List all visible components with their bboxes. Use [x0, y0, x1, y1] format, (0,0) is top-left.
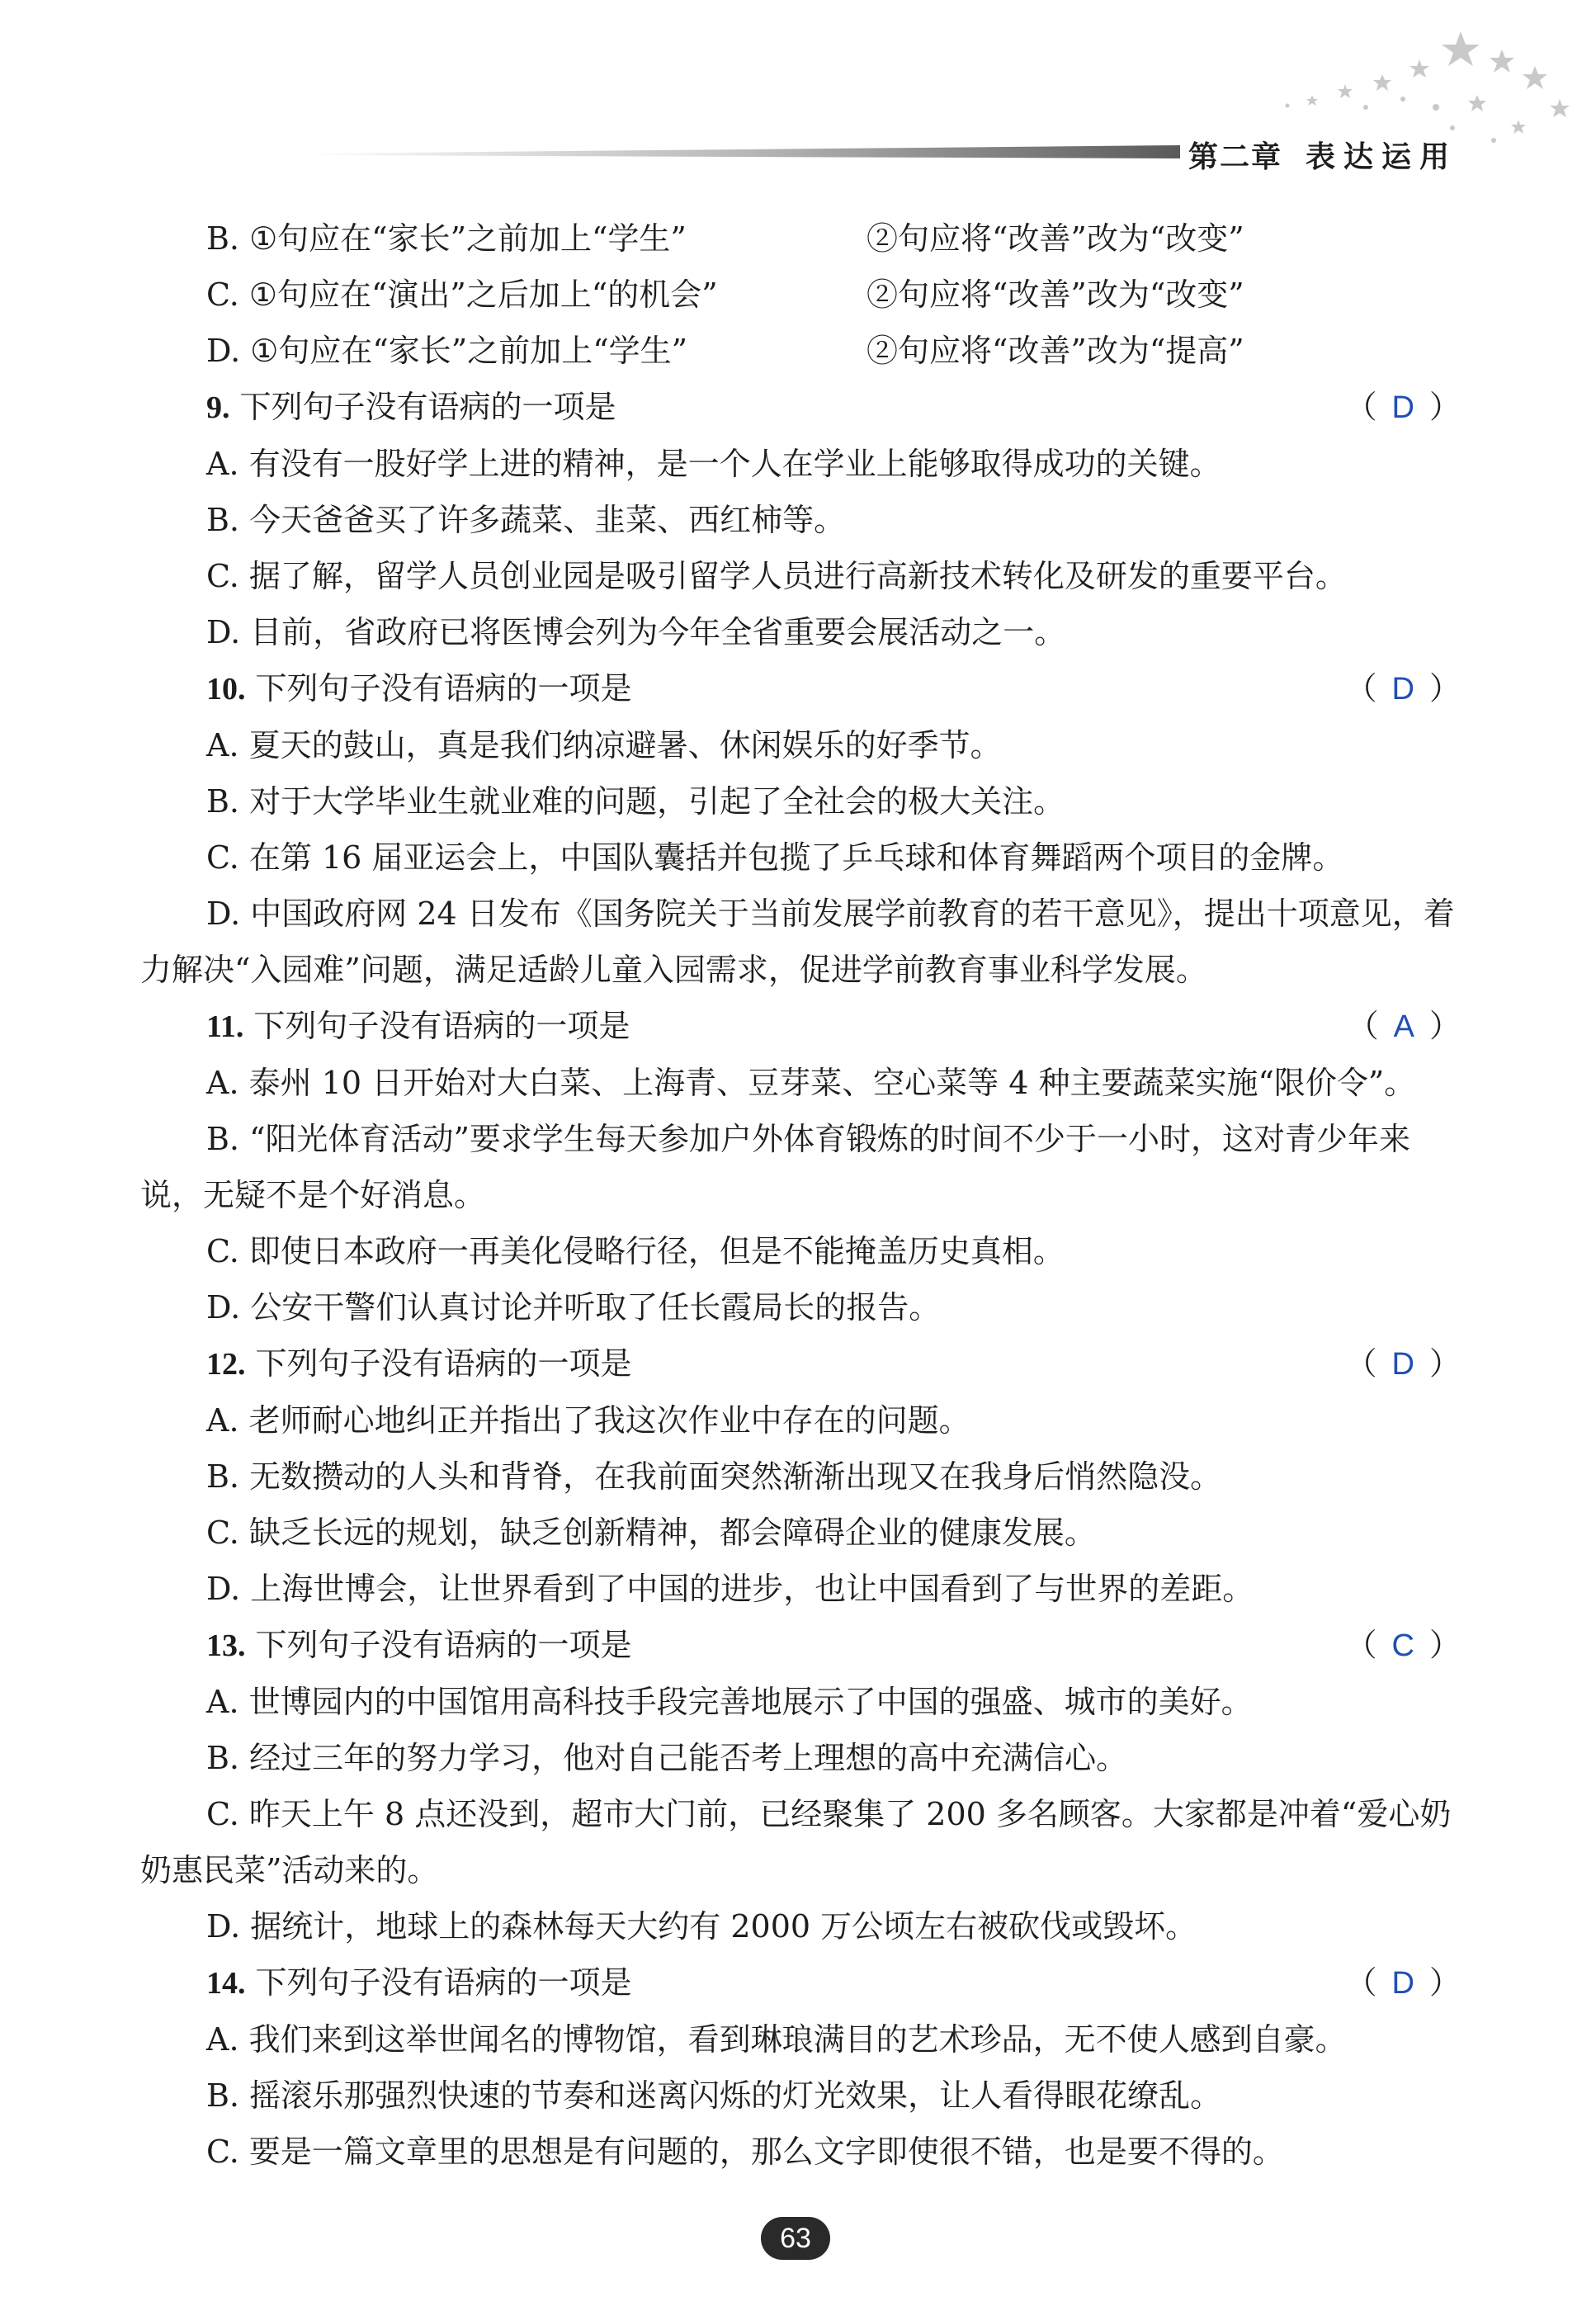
- option-line: B. 摇滚乐那强烈快速的节奏和迷离闪烁的灯光效果，让人看得眼花缭乱。: [206, 2077, 1222, 2114]
- option-a-text: D. ①句应在“家长”之前加上“学生”: [206, 333, 688, 369]
- option-line: B. 经过三年的努力学习，他对自己能否考上理想的高中充满信心。: [206, 1740, 1128, 1776]
- chapter-number: 第二章: [1188, 139, 1283, 174]
- option-line: A. 世博园内的中国馆用高科技手段完善地展示了中国的强盛、城市的美好。: [206, 1684, 1253, 1720]
- answer-bracket: （ A ）: [1347, 1008, 1461, 1044]
- question-text: 下列句子没有语病的一项是: [255, 1964, 632, 2001]
- option-a-text: C. ①句应在“演出”之后加上“的机会”: [206, 276, 718, 313]
- option-line: D. 上海世博会，让世界看到了中国的进步，也让中国看到了与世界的差距。: [206, 1571, 1254, 1607]
- option-line: A. 有没有一股好学上进的精神，是一个人在学业上能够取得成功的关键。: [206, 446, 1221, 482]
- option-line: [140, 210, 1461, 267]
- question-stem: [140, 1335, 1461, 1392]
- chapter-title: 表达运用: [1306, 139, 1458, 174]
- answer-letter: D: [1391, 672, 1414, 707]
- option-line: C. 缺乏长远的规划，缺乏创新精神，都会障碍企业的健康发展。: [206, 1515, 1096, 1551]
- question-text: 下列句子没有语病的一项是: [255, 670, 632, 707]
- answer-bracket: （ D ）: [1345, 1345, 1461, 1382]
- question-text: 下列句子没有语病的一项是: [253, 1008, 630, 1044]
- question-number: 13.: [206, 1628, 246, 1663]
- question-number: 10.: [206, 672, 246, 707]
- option-line: C. 据了解，留学人员创业园是吸引留学人员进行高新技术转化及研发的重要平台。: [206, 558, 1347, 594]
- option-line: D. 目前，省政府已将医博会列为今年全省重要会展活动之一。: [206, 614, 1066, 650]
- option-line: A. 老师耐心地纠正并指出了我这次作业中存在的问题。: [206, 1402, 970, 1439]
- option-line: [140, 267, 1461, 323]
- question-text: 下列句子没有语病的一项是: [239, 389, 616, 425]
- question-stem: [140, 1954, 1461, 2011]
- option-line: C. 在第 16 届亚运会上，中国队囊括并包揽了乒乓球和体育舞蹈两个项目的金牌。: [206, 839, 1344, 876]
- question-list: [140, 210, 1461, 2180]
- option-b-text: ②句应将“改善”改为“改变”: [866, 220, 1244, 257]
- option-b-text: ②句应将“改善”改为“改变”: [866, 276, 1244, 313]
- option-line: C. 要是一篇文章里的思想是有问题的，那么文字即使很不错，也是要不得的。: [206, 2134, 1284, 2170]
- option-line: C. 即使日本政府一再美化侵略行径，但是不能掩盖历史真相。: [206, 1233, 1065, 1269]
- option-line: D. 公安干警们认真讨论并听取了任长霞局长的报告。: [206, 1289, 941, 1326]
- option-line-continued: 力解决“入园难”问题，满足适龄儿童入园需求，促进学前教育事业科学发展。: [140, 952, 1207, 988]
- option-line: B. “阳光体育活动”要求学生每天参加户外体育锻炼的时间不少于一小时，这对青少年来: [206, 1121, 1410, 1157]
- answer-bracket: （ D ）: [1345, 670, 1461, 707]
- option-a-text: B. ①句应在“家长”之前加上“学生”: [206, 220, 687, 257]
- question-number: 14.: [206, 1966, 246, 2001]
- question-text: 下列句子没有语病的一项是: [255, 1345, 632, 1382]
- option-line: B. 对于大学毕业生就业难的问题，引起了全社会的极大关注。: [206, 783, 1065, 820]
- option-line: B. 今天爸爸买了许多蔬菜、韭菜、西红柿等。: [206, 502, 846, 538]
- answer-letter: A: [1393, 1009, 1414, 1044]
- question-number: 11.: [206, 1009, 244, 1044]
- question-stem: [140, 998, 1461, 1055]
- option-line: C. 昨天上午 8 点还没到，超市大门前，已经聚集了 200 多名顾客。大家都是冲着“爱心奶: [206, 1796, 1452, 1832]
- option-line: A. 我们来到这举世闻名的博物馆，看到琳琅满目的艺术珍品，无不使人感到自豪。: [206, 2021, 1347, 2058]
- option-line: A. 夏天的鼓山，真是我们纳凉避暑、休闲娱乐的好季节。: [206, 727, 1002, 763]
- question-stem: [140, 660, 1461, 717]
- option-line-continued: 奶惠民菜”活动来的。: [140, 1852, 439, 1888]
- question-number: 9.: [206, 390, 230, 425]
- chapter-heading: [1188, 134, 1457, 176]
- question-stem: [140, 1617, 1461, 1674]
- option-line: B. 无数攒动的人头和背脊，在我前面突然渐渐出现又在我身后悄然隐没。: [206, 1458, 1222, 1495]
- answer-letter: D: [1391, 1966, 1414, 2001]
- page-number: 63: [761, 2217, 830, 2260]
- option-line-continued: 说，无疑不是个好消息。: [140, 1177, 486, 1213]
- answer-letter: D: [1391, 1347, 1414, 1382]
- answer-letter: C: [1391, 1628, 1414, 1663]
- answer-bracket: （ D ）: [1345, 1964, 1461, 2001]
- option-line: D. 据统计，地球上的森林每天大约有 2000 万公顷左右被砍伐或毁坏。: [206, 1908, 1197, 1945]
- answer-letter: D: [1391, 390, 1414, 425]
- question-number: 12.: [206, 1347, 246, 1382]
- option-line: D. 中国政府网 24 日发布《国务院关于当前发展学前教育的若干意见》，提出十项意见，着: [206, 896, 1455, 932]
- answer-bracket: （ D ）: [1345, 389, 1461, 425]
- option-line: [140, 323, 1461, 379]
- header-rule: [305, 145, 1180, 158]
- question-stem: [140, 379, 1461, 436]
- question-text: 下列句子没有语病的一项是: [255, 1627, 632, 1663]
- option-line: A. 泰州 10 日开始对大白菜、上海青、豆芽菜、空心菜等 4 种主要蔬菜实施“限价令”。: [206, 1065, 1416, 1101]
- answer-bracket: （ C ）: [1345, 1627, 1461, 1663]
- option-b-text: ②句应将“改善”改为“提高”: [866, 333, 1244, 369]
